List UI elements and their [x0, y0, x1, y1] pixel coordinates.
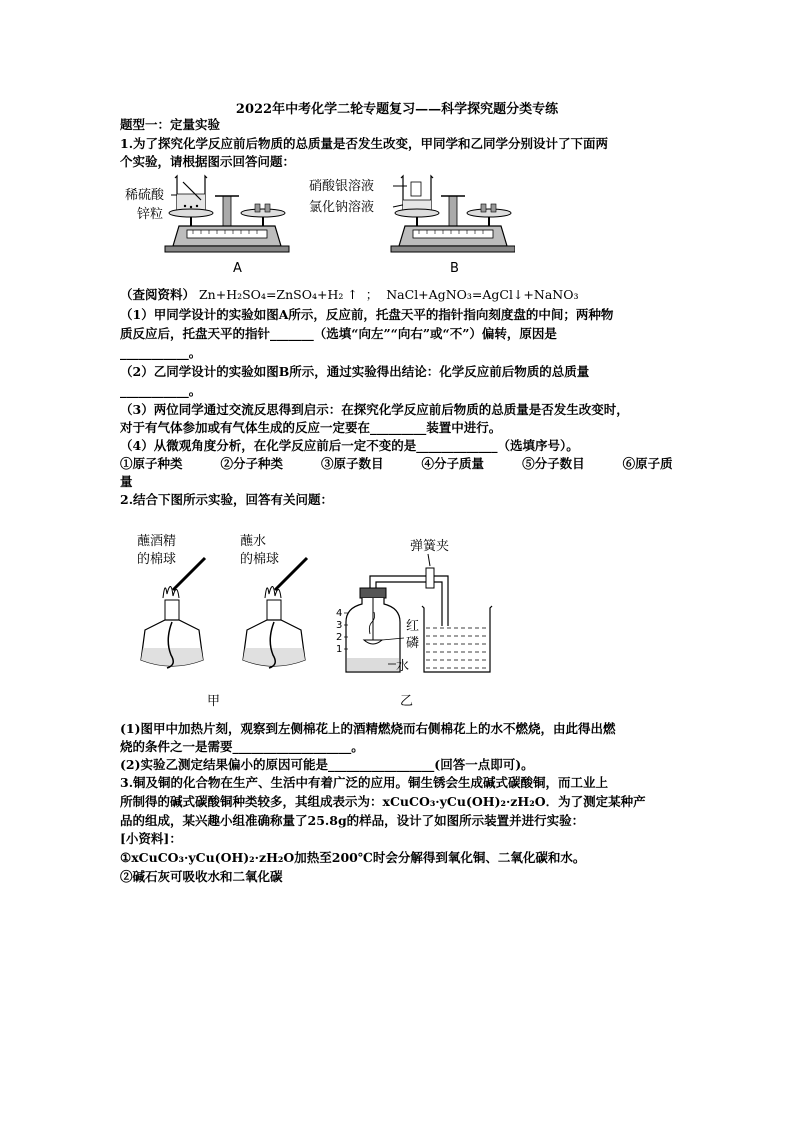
fig-a-caption: A	[233, 261, 242, 276]
q2-intro: 2.结合下图所示实验，回答有关问题：	[120, 492, 334, 507]
q1-part2-line1: （2）乙同学设计的实验如图B所示，通过实验得出结论：化学反应前后物质的总质量	[120, 364, 590, 379]
q2-part1-line2: 烧的条件之一是需要___________________。	[120, 739, 364, 754]
balance-figure-b	[305, 168, 515, 276]
reference-equation-2: NaCl+AgNO₃=AgCl↓+NaNO₃	[386, 287, 579, 302]
lamp1-label-line2: 的棉球	[137, 552, 177, 567]
q3-line1: 3.铜及铜的化合物在生产、生活中有着广泛的应用。铜生锈会生成碱式碳酸铜，而工业上	[120, 775, 609, 790]
phosphorus-label-1: 红	[406, 619, 420, 634]
alcohol-lamps-figure	[125, 530, 325, 710]
fig-b-caption: B	[450, 261, 459, 276]
fig-a-label-zinc: 锌粒	[137, 207, 164, 222]
phosphorus-label-2: 磷	[406, 636, 420, 651]
q1-options-tail: 量	[120, 474, 133, 489]
section-heading: 题型一：定量实验	[120, 117, 221, 132]
q2-part2: (2)实验乙测定结果偏小的原因可能是_________________(回答一点即可)。	[120, 757, 534, 772]
spring-clip-label: 弹簧夹	[410, 539, 450, 554]
lamp2-label-line2: 的棉球	[240, 552, 280, 567]
lamp-2	[243, 586, 305, 668]
q1-part1-line1: （1）甲同学设计的实验如图A所示，反应前，托盘天平的指针指向刻度盘的中间；两种物	[120, 307, 614, 322]
reference-equation-1: Zn+H₂SO₄=ZnSO₄+H₂ ↑	[199, 287, 358, 302]
q3-line3: 品的组成，某兴趣小组准确称量了25.8g的样品，设计了如图所示装置并进行实验：	[120, 813, 585, 828]
phosphorus-apparatus-figure	[330, 530, 500, 710]
fig-jia-caption: 甲	[207, 694, 221, 709]
q1-part1-line2: 质反应后，托盘天平的指针_______（选填“向左”“向右”或“不”）偏转，原因是	[120, 326, 557, 341]
q1-intro-line1: 1.为了探究化学反应前后物质的总质量是否发生改变，甲同学和乙同学分别设计了下面两	[120, 136, 609, 151]
fig-b-label-silver-nitrate: 硝酸银溶液	[309, 179, 375, 194]
fig-yi-caption: 乙	[400, 694, 414, 709]
q3-info-2: ②碱石灰可吸收水和二氧化碳	[120, 869, 283, 884]
fig-b-label-sodium-chloride: 氯化钠溶液	[309, 200, 375, 215]
balance-figure-a	[115, 168, 295, 276]
option-1: ①原子种类	[120, 456, 183, 471]
scale-2: 2	[336, 632, 343, 643]
q1-part2-line2: ___________。	[120, 383, 202, 398]
page-title: 2022年中考化学二轮专题复习——科学探究题分类专练	[235, 102, 559, 117]
q1-part4-line1: （4）从微观角度分析，在化学反应前后一定不变的是_____________（选填序号）。	[120, 438, 579, 453]
q3-info-1: ①xCuCO₃·yCu(OH)₂·zH₂O加热至200℃时会分解得到氧化铜、二氧化碳和水。	[120, 850, 586, 865]
q3-info-heading: [小资料]：	[120, 831, 182, 846]
scale-4: 4	[336, 608, 343, 619]
fig-a-label-acid: 稀硫酸	[125, 188, 165, 203]
scale-3: 3	[336, 620, 343, 631]
reference-label: （查阅资料）	[120, 287, 196, 302]
scale-1: 1	[336, 644, 343, 655]
q1-reference: （查阅资料） Zn+H₂SO₄=ZnSO₄+H₂ ↑ ； NaCl+AgNO₃=AgCl↓+NaNO₃	[120, 287, 579, 302]
q2-part1-line1: (1)图甲中加热片刻，观察到左侧棉花上的酒精燃烧而右侧棉花上的水不燃烧，由此得出燃	[120, 721, 616, 736]
q1-part1-line3: ___________。	[120, 345, 202, 360]
option-5: ⑤分子数目	[522, 456, 585, 471]
q1-part3-line2: 对于有气体参加或有气体生成的反应一定要在_________装置中进行。	[120, 420, 502, 435]
option-2: ②分子种类	[220, 456, 284, 471]
lamp2-label-line1: 蘸水	[240, 534, 267, 549]
water-label: 水	[396, 659, 410, 674]
q1-intro-line2: 个实验，请根据图示回答问题：	[120, 154, 296, 169]
lamp1-label-line1: 蘸酒精	[137, 534, 177, 549]
option-3: ③原子数目	[321, 456, 384, 471]
q3-line2: 所制得的碱式碳酸铜种类较多，其组成表示为：xCuCO₃·yCu(OH)₂·zH₂O．为了测定某种产	[120, 794, 646, 809]
lamp-1	[141, 586, 203, 668]
option-4: ④分子质量	[421, 456, 485, 471]
option-6: ⑥原子质	[622, 456, 673, 471]
q1-options	[120, 455, 673, 473]
q1-part3-line1: （3）两位同学通过交流反思得到启示：在探究化学反应前后物质的总质量是否发生改变时，	[120, 402, 629, 417]
